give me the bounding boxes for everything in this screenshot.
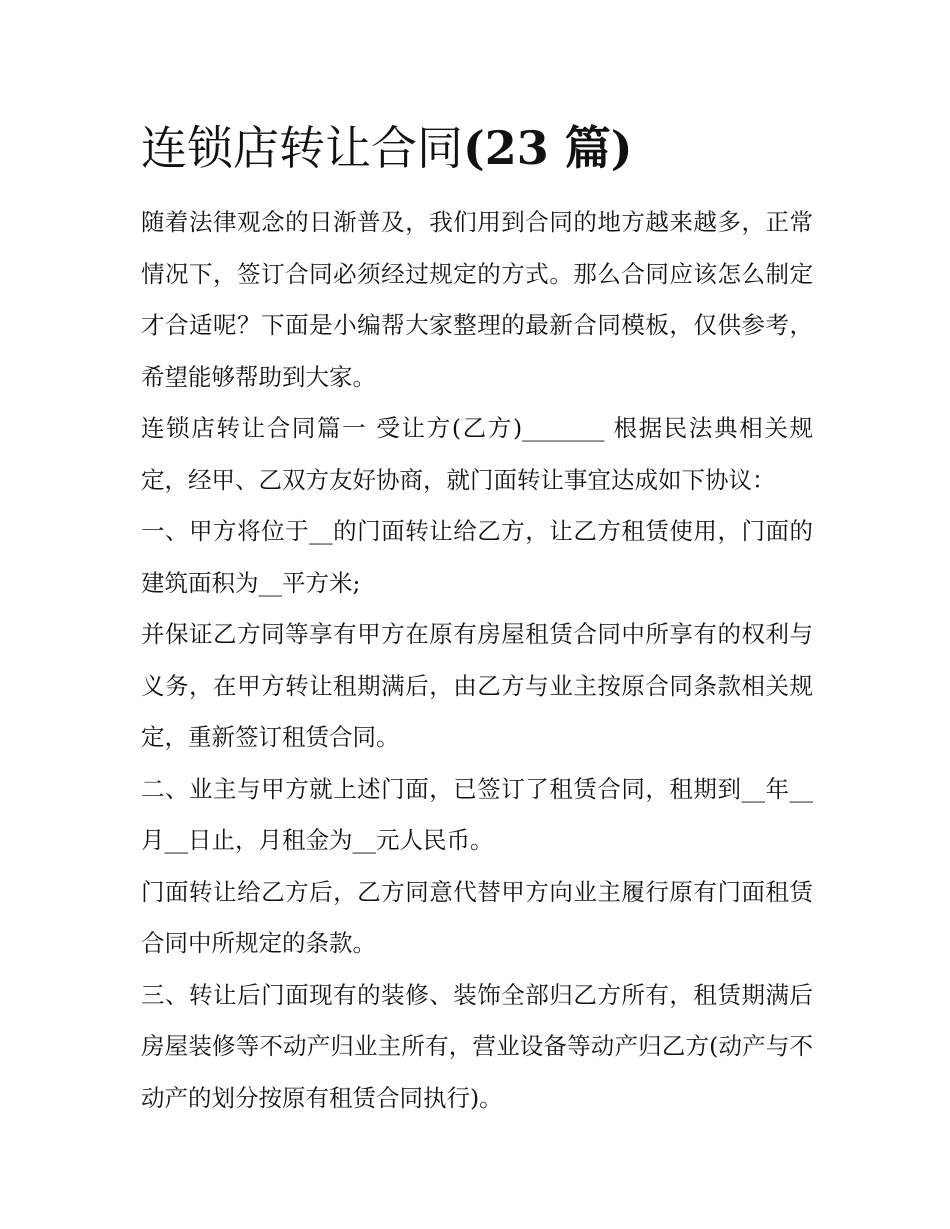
document-body — [141, 197, 813, 1124]
intro-paragraph: 随着法律观念的日渐普及，我们用到合同的地方越来越多，正常情况下，签订合同必须经过规定的方式。那么合同应该怎么制定才合适呢？下面是小编帮大家整理的最新合同模板，仅供参考，希望能够帮助到大家。 — [141, 208, 813, 391]
title-text: 连锁店转让合同 — [141, 121, 463, 175]
clause-2-paragraph: 二、业主与甲方就上述门面，已签订了租赁合同，租期到__年__月__日止，月租金为__元人民币。 — [141, 774, 813, 854]
clause-3-paragraph: 三、转让后门面现有的装修、装饰全部归乙方所有，租赁期满后房屋装修等不动产归业主所有，营业设备等动产归乙方(动产与不动产的划分按原有租赁合同执行)。 — [141, 980, 813, 1112]
clause-1-paragraph: 一、甲方将位于__的门面转让给乙方，让乙方租赁使用，门面的建筑面积为__平方米; — [141, 517, 813, 597]
title-count: (23 篇) — [463, 121, 633, 175]
document-title — [141, 118, 633, 178]
clause-2-continuation-paragraph: 门面转让给乙方后，乙方同意代替甲方向业主履行原有门面租赁合同中所规定的条款。 — [141, 877, 813, 957]
contract-heading-paragraph: 连锁店转让合同篇一 受让方(乙方)_______ 根据民法典相关规定，经甲、乙双方友好协商，就门面转让事宜达成如下协议： — [141, 414, 813, 494]
clause-1-continuation-paragraph: 并保证乙方同等享有甲方在原有房屋租赁合同中所享有的权利与义务，在甲方转让租期满后，由乙方与业主按原合同条款相关规定，重新签订租赁合同。 — [141, 620, 813, 751]
